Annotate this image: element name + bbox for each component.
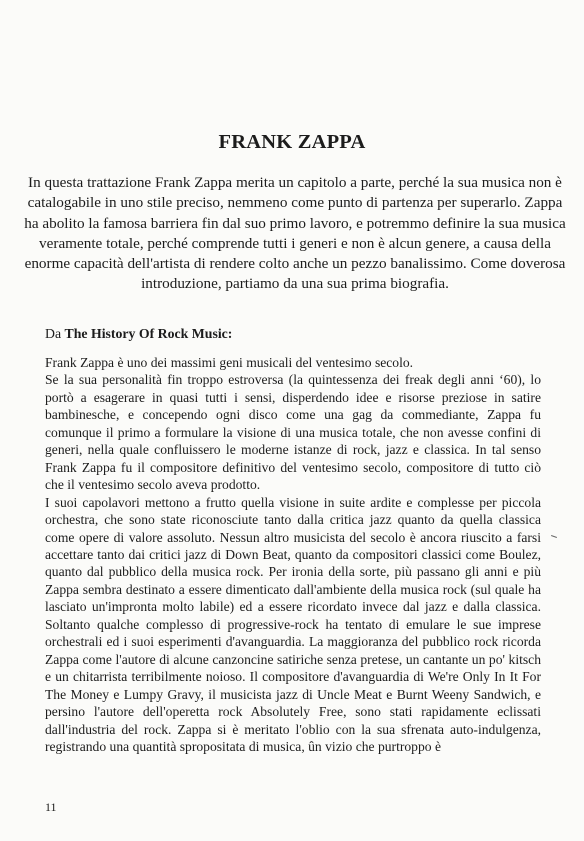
body-paragraph: Se la sua personalità fin troppo estroversa (la quintessenza dei freak degli anni ‘60), lo portò a esagerare in quasi tutti i sensi, disperdendo idee e risorse preziose in satire bambinesche, e concependo ogni disco come una gag da commediante, Zappa fu comunque il primo a formulare la visione di una musica totale, che non avesse confini di generi, nella quale confluissero le moderne istanze di rock, jazz e classica. In tal senso Frank Zappa fu il compositore definitivo del ventesimo secolo, compositore di tutto ciò che il ventesimo secolo aveva prodotto. bbox=[45, 372, 541, 493]
source-title: The History Of Rock Music: bbox=[64, 326, 233, 341]
margin-mark bbox=[551, 535, 557, 538]
source-line bbox=[45, 326, 232, 342]
chapter-title: FRANK ZAPPA bbox=[218, 131, 366, 153]
body-paragraph: Frank Zappa è uno dei massimi geni musicali del ventesimo secolo. bbox=[45, 355, 414, 370]
intro-paragraph: In questa trattazione Frank Zappa merita un capitolo a parte, perché la sua musica non è catalogabile in uno stile preciso, nemmeno come punto di partenza per superarlo. Zappa ha abolito la famosa barriera fin dal suo primo lavoro, e potremmo definire la sua musica veramente totale, perché comprende tutti i generi e non è alcun genere, a causa della enorme capacità dell'artista di rendere colto anche un pezzo banalissimo. Come doverosa introduzione, partiamo da una sua prima biografia. bbox=[24, 174, 566, 293]
source-prefix: Da bbox=[45, 326, 65, 341]
biography-text bbox=[45, 354, 541, 755]
page-number: 11 bbox=[45, 800, 57, 814]
body-paragraph: I suoi capolavori mettono a frutto quella visione in suite ardite e complesse per piccola orchestra, che sono state riconosciute tanto dalla critica jazz quanto da quella classica come opere di valore assoluto. Nessun altro musicista del secolo è ancora riuscito a farsi accettare tanto dai critici jazz di Down Beat, quanto da compositori classici come Boulez, quanto dal pubblico della musica rock. Per ironia della sorte, più passano gli anni e più Zappa sembra destinato a essere dimenticato dall'ambiente della musica rock (sul quale ha lasciato un'impronta molto labile) ed a essere ricordato invece dal jazz e dalla classica. Soltanto qualche complesso di progressive-rock ha tentato di emulare le sue imprese orchestrali ed i suoi esperimenti d'avanguardia. La maggioranza del pubblico rock ricorda Zappa come l'autore di alcune canzoncine satiriche senza pretese, un cantante un po' kitsch e un chitarrista terribilmente noioso. Il compositore d'avanguardia di We're Only In It For The Money e Lumpy Gravy, il musicista jazz di Uncle Meat e Burnt Weeny Sandwich, e persino l'autore dell'operetta rock Absolutely Free, sono stati rapidamente eclissati dall'industria del rock. Zappa si è meritato l'oblio con la sua sfrenata auto-indulgenza, registrando una quantità spropositata di musica, ûn vizio che purtroppo è bbox=[45, 494, 541, 754]
